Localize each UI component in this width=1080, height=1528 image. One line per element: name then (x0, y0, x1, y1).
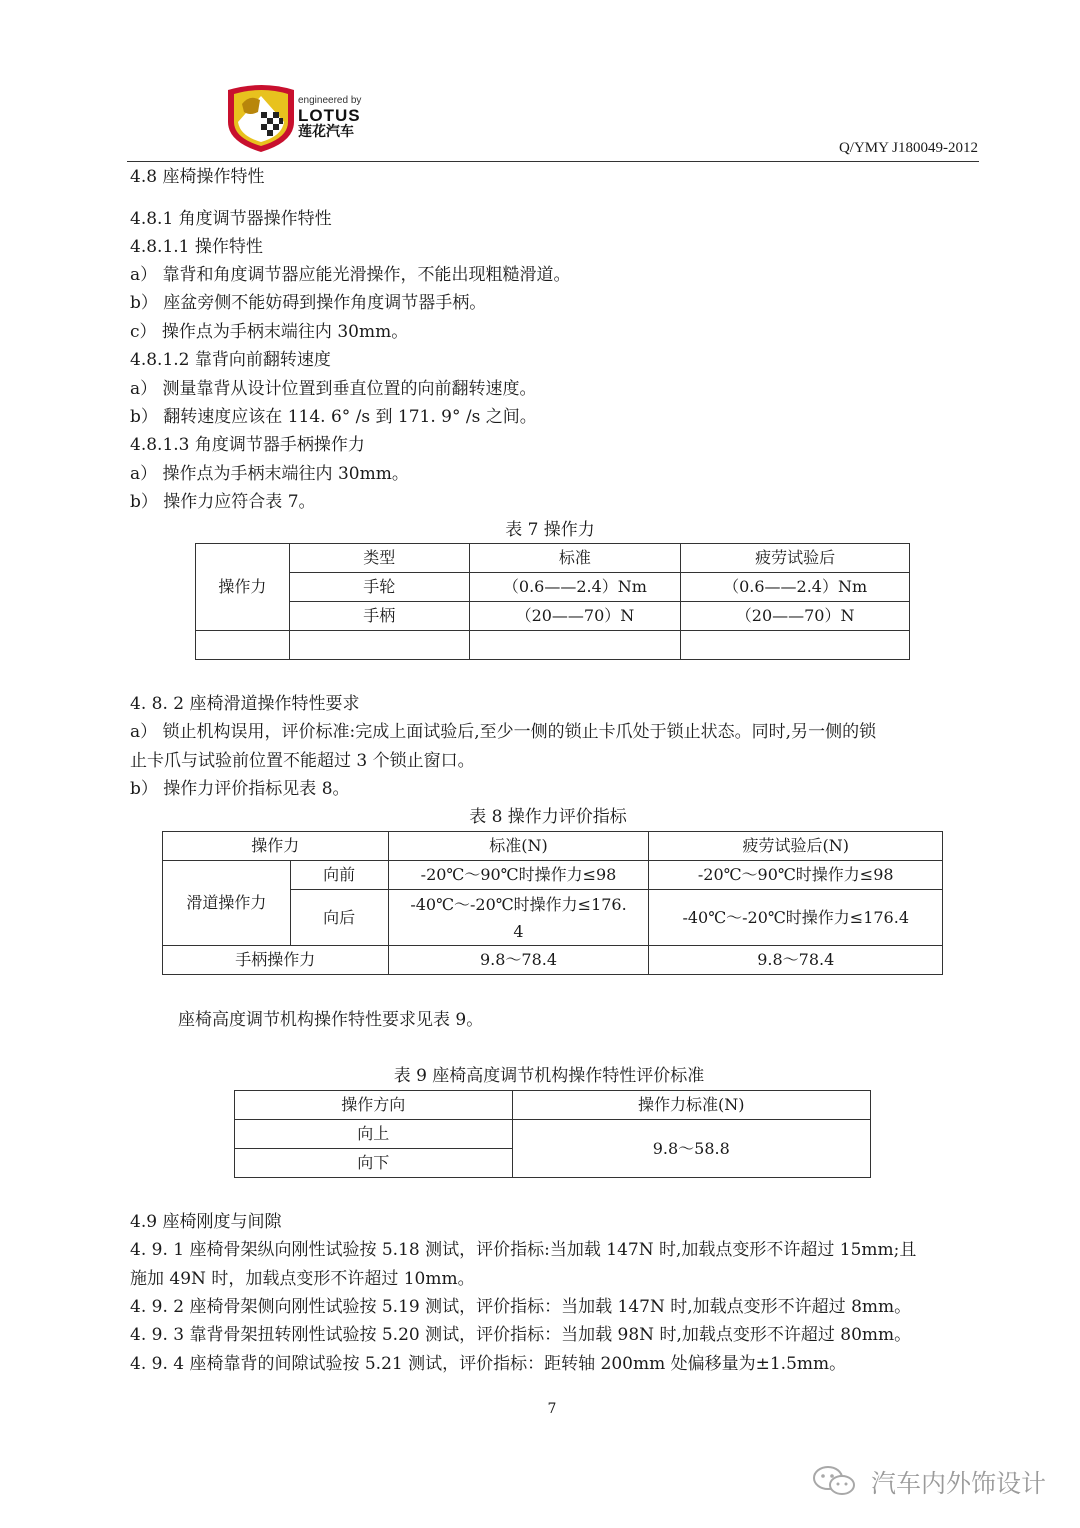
table-cell: 手柄 (289, 602, 469, 631)
list-item: b） 座盆旁侧不能妨碍到操作角度调节器手柄。 (130, 293, 487, 313)
table-header: 操作方向 (235, 1091, 513, 1120)
table-header: 操作力标准(N) (512, 1091, 870, 1120)
list-item: a） 测量靠背从设计位置到垂直位置的向前翻转速度。 (130, 379, 537, 399)
table-cell: 9.8～58.8 (512, 1120, 870, 1178)
list-item: a） 锁止机构误用，评价标准:完成上面试验后,至少一侧的锁止卡爪处于锁止状态。同时,另一侧的锁 (130, 722, 877, 742)
table-empty-cell (289, 631, 469, 660)
table-cell: （0.6——2.4）Nm (469, 573, 681, 602)
table-caption: 表 7 操作力 (505, 520, 595, 540)
table-cell: 向下 (235, 1149, 513, 1178)
header-divider (127, 161, 979, 162)
table-cell: 向后 (290, 890, 388, 946)
logo-chinese-name: 莲花汽车 (298, 124, 354, 140)
list-item: 4. 9. 1 座椅骨架纵向刚性试验按 5.18 测试，评价指标:当加载 147N 时,加载点变形不许超过 15mm;且 (130, 1240, 917, 1260)
table-cell: -20℃～90℃时操作力≤98 (649, 861, 943, 890)
paragraph-continuation: 施加 49N 时，加载点变形不许超过 10mm。 (130, 1269, 475, 1289)
table-cell: （0.6——2.4）Nm (681, 573, 910, 602)
list-item: b） 操作力评价指标见表 8。 (130, 779, 350, 799)
wechat-icon (810, 1465, 858, 1497)
table-cell-text: -40℃～-20℃时操作力≤176.4 (410, 894, 627, 941)
table-cell: 手轮 (289, 573, 469, 602)
table-cell: （20——70）N (681, 602, 910, 631)
table-header: 操作力 (163, 832, 389, 861)
list-item: 4. 9. 4 座椅靠背的间隙试验按 5.21 测试，评价指标：距转轴 200mm 处偏移量为±1.5mm。 (130, 1354, 847, 1374)
table-cell: 9.8～78.4 (649, 946, 943, 975)
paragraph: 座椅高度调节机构操作特性要求见表 9。 (178, 1010, 484, 1030)
table-7 (195, 543, 910, 660)
list-item: b） 操作力应符合表 7。 (130, 492, 316, 512)
subsection-heading: 4. 8. 2 座椅滑道操作特性要求 (130, 694, 360, 714)
list-item: a） 靠背和角度调节器应能光滑操作，不能出现粗糙滑道。 (130, 265, 571, 285)
table-header: 类型 (289, 544, 469, 573)
list-item: a） 操作点为手柄末端往内 30mm。 (130, 464, 409, 484)
table-empty-cell (196, 631, 290, 660)
table-cell: 向前 (290, 861, 388, 890)
logo-brand: LOTUS (298, 106, 361, 125)
table-cell: 向上 (235, 1120, 513, 1149)
table-cell: -40℃～-20℃时操作力≤176.4 (649, 890, 943, 946)
section-heading: 4.9 座椅刚度与间隙 (130, 1212, 282, 1232)
table-header: 疲劳试验后 (681, 544, 910, 573)
table-cell: （20——70）N (469, 602, 681, 631)
table-8 (162, 831, 943, 975)
table-header: 标准(N) (388, 832, 649, 861)
logo-tagline: engineered by (298, 95, 362, 106)
section-heading: 4.8 座椅操作特性 (130, 167, 265, 187)
subsection-heading: 4.8.1.2 靠背向前翻转速度 (130, 350, 331, 370)
page-number: 7 (547, 1401, 557, 1417)
table-cell (388, 890, 649, 946)
table-cell: -20℃～90℃时操作力≤98 (388, 861, 649, 890)
table-empty-cell (469, 631, 681, 660)
subsection-heading: 4.8.1.3 角度调节器手柄操作力 (130, 435, 365, 455)
table-row-label: 滑道操作力 (163, 861, 291, 946)
table-caption: 表 9 座椅高度调节机构操作特性评价标准 (393, 1066, 705, 1086)
table-row-label: 操作力 (196, 544, 290, 631)
subsection-heading: 4.8.1 角度调节器操作特性 (130, 209, 332, 229)
table-header: 疲劳试验后(N) (649, 832, 943, 861)
list-item: 4. 9. 3 靠背骨架扭转刚性试验按 5.20 测试，评价指标：当加载 98N 时,加载点变形不许超过 80mm。 (130, 1325, 912, 1345)
list-item: c） 操作点为手柄末端往内 30mm。 (130, 322, 409, 342)
logo-text (298, 96, 361, 139)
table-caption: 表 8 操作力评价指标 (469, 807, 627, 827)
subsection-heading: 4.8.1.1 操作特性 (130, 237, 263, 257)
table-row-label: 手柄操作力 (163, 946, 389, 975)
paragraph-continuation: 止卡爪与试验前位置不能超过 3 个锁止窗口。 (130, 751, 475, 771)
list-item: 4. 9. 2 座椅骨架侧向刚性试验按 5.19 测试，评价指标：当加载 147N 时,加载点变形不许超过 8mm。 (130, 1297, 912, 1317)
table-header: 标准 (469, 544, 681, 573)
list-item: b） 翻转速度应该在 114. 6° /s 到 171. 9° /s 之间。 (130, 407, 537, 427)
table-empty-cell (681, 631, 910, 660)
document-number: Q/YMY J180049-2012 (838, 140, 978, 156)
table-9 (234, 1090, 871, 1178)
table-cell: 9.8～78.4 (388, 946, 649, 975)
watermark-text: 汽车内外饰设计 (870, 1469, 1046, 1498)
